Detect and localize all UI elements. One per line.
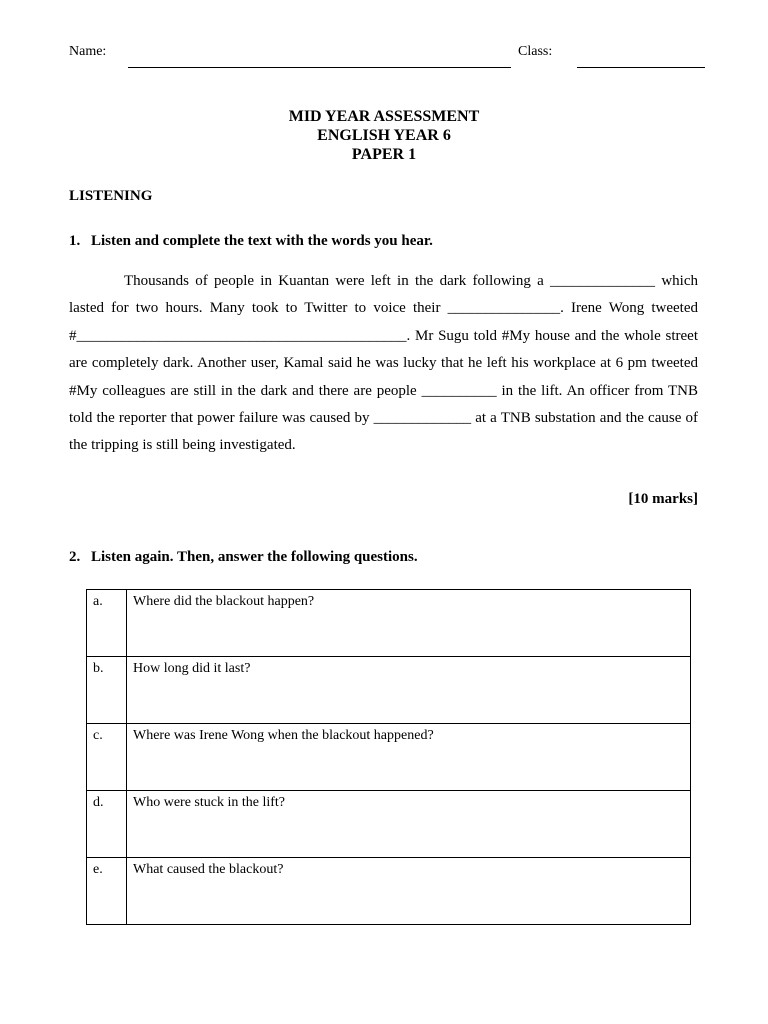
question-2-table xyxy=(86,589,691,925)
table-row xyxy=(87,791,691,858)
question-2-heading xyxy=(69,549,418,566)
title-line-1: MID YEAR ASSESSMENT xyxy=(288,108,480,125)
name-label: Name: xyxy=(69,44,107,59)
title-line-3: PAPER 1 xyxy=(351,146,417,163)
class-line xyxy=(577,67,705,68)
question-1-heading xyxy=(69,233,433,250)
table-row xyxy=(87,657,691,724)
class-label: Class: xyxy=(518,44,553,59)
question-1-instruction: Listen and complete the text with the words you hear. xyxy=(91,233,433,249)
title-block xyxy=(0,107,768,164)
row-letter: e. xyxy=(87,858,127,925)
section-heading: LISTENING xyxy=(69,188,153,204)
question-1-marks: [10 marks] xyxy=(628,491,698,507)
row-letter: a. xyxy=(87,590,127,657)
name-line xyxy=(128,67,511,68)
question-1-passage: Thousands of people in Kuantan were left in the dark following a ______________ which lasted for two hours. Many took to Twitter to voice their _______________. Irene Wong tweeted #____________________________________________. Mr Sugu told #My house and the whole street are completely dark. Another user, Kamal said he was lucky that he left his workplace at 6 pm tweeted #My colleagues are still in the dark and there are people __________ in the lift. An officer from TNB told the reporter that power failure was caused by _____________ at a TNB substation and the cause of the tripping is still being investigated. xyxy=(69,273,698,454)
row-letter: d. xyxy=(87,791,127,858)
question-1-number: 1. xyxy=(69,233,81,249)
row-question: Where did the blackout happen? xyxy=(127,590,691,657)
row-question: What caused the blackout? xyxy=(127,858,691,925)
row-question: Who were stuck in the lift? xyxy=(127,791,691,858)
row-question: Where was Irene Wong when the blackout happened? xyxy=(127,724,691,791)
table-row xyxy=(87,724,691,791)
row-letter: c. xyxy=(87,724,127,791)
row-question: How long did it last? xyxy=(127,657,691,724)
question-2-instruction: Listen again. Then, answer the following questions. xyxy=(91,549,418,565)
question-2-number: 2. xyxy=(69,549,81,565)
table-row xyxy=(87,858,691,925)
title-line-2: ENGLISH YEAR 6 xyxy=(317,127,451,144)
table-row xyxy=(87,590,691,657)
row-letter: b. xyxy=(87,657,127,724)
